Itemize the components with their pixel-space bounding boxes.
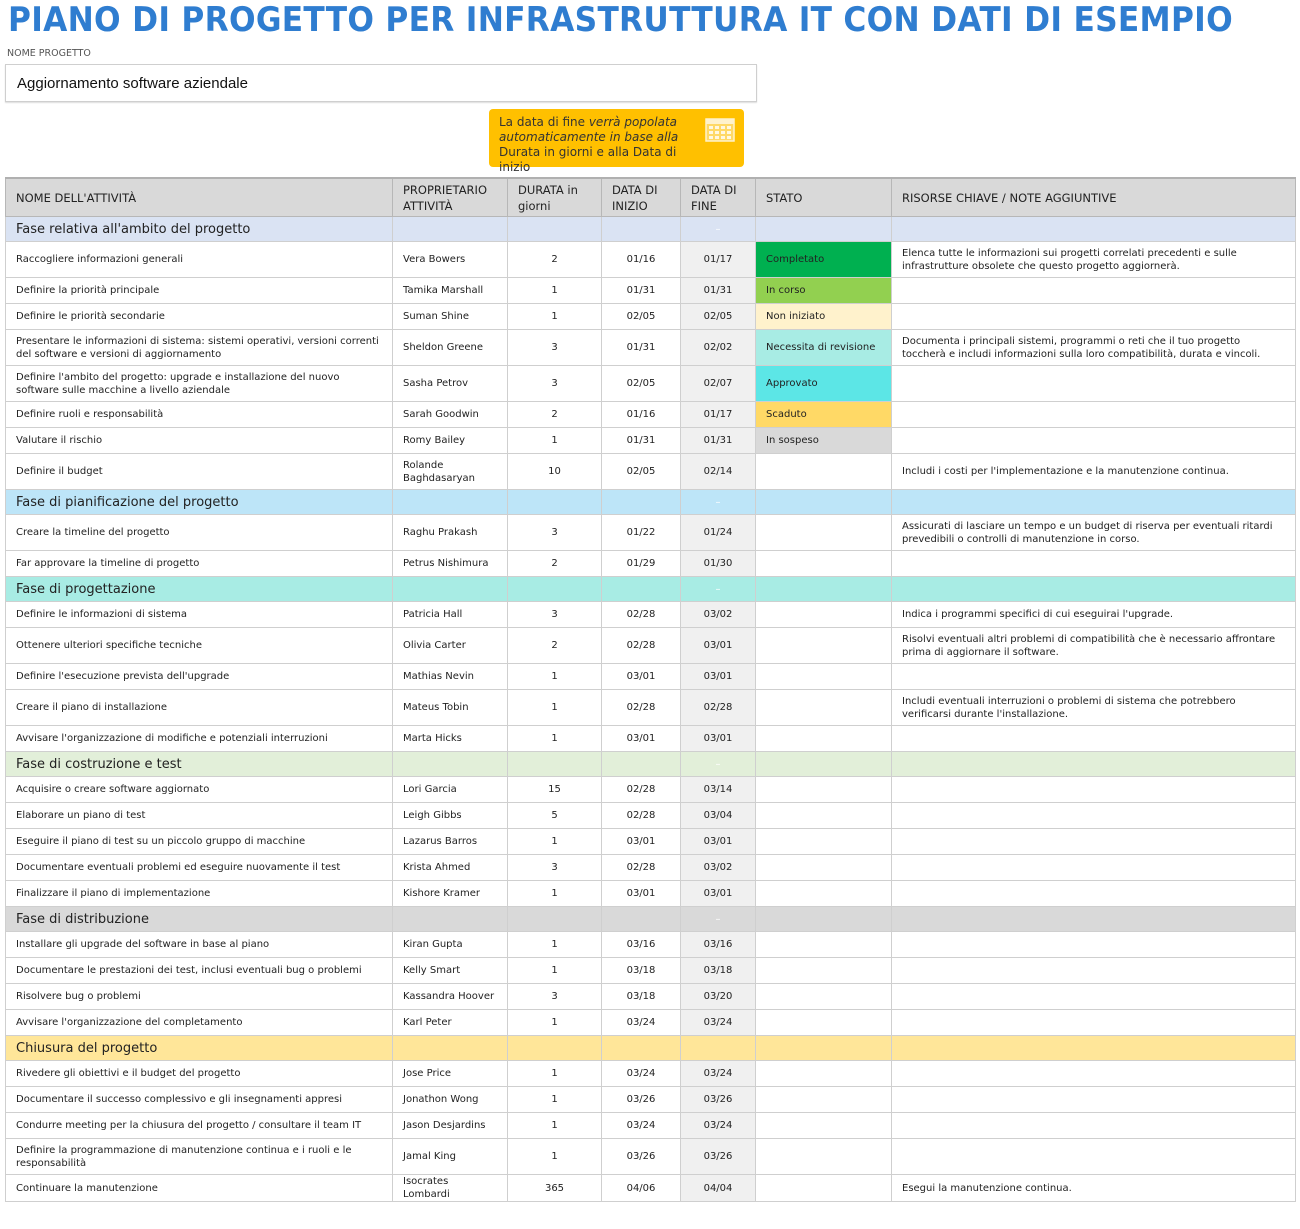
task-start-date[interactable]: 02/28 [602,777,681,803]
task-row[interactable] [6,777,1296,803]
task-row[interactable] [6,1139,1296,1175]
task-duration[interactable]: 365 [508,1175,602,1202]
task-name[interactable]: Eseguire il piano di test su un piccolo gruppo di macchine [6,829,393,855]
phase-empty-cell [393,907,508,932]
header-owner: PROPRIETARIO ATTIVITÀ [393,178,508,217]
task-end-date: 01/24 [681,515,756,551]
task-status[interactable] [756,1139,892,1175]
task-status[interactable] [756,602,892,628]
task-start-date[interactable]: 03/01 [602,664,681,690]
phase-empty-cell [602,1036,681,1061]
task-owner[interactable]: Petrus Nishimura [393,551,508,577]
task-row[interactable] [6,855,1296,881]
task-name[interactable]: Acquisire o creare software aggiornato [6,777,393,803]
task-end-date: 03/24 [681,1061,756,1087]
task-notes[interactable]: Documenta i principali sistemi, programmi o reti che il tuo progetto toccherà e includi informazioni sulla loro compatibilità, durata e vincoli. [892,330,1296,366]
phase-empty-cell [602,752,681,777]
task-start-date[interactable]: 02/05 [602,454,681,490]
phase-empty-cell [602,577,681,602]
task-row[interactable] [6,628,1296,664]
task-notes[interactable] [892,726,1296,752]
task-row[interactable] [6,726,1296,752]
task-end-date: 02/14 [681,454,756,490]
task-duration[interactable]: 5 [508,803,602,829]
task-end-date: 03/18 [681,958,756,984]
task-end-date: 01/17 [681,402,756,428]
phase-empty-cell [892,577,1296,602]
task-end-date: 01/30 [681,551,756,577]
task-row[interactable] [6,278,1296,304]
task-end-date: 03/24 [681,1113,756,1139]
task-row[interactable] [6,402,1296,428]
task-owner[interactable]: Patricia Hall [393,602,508,628]
task-name[interactable]: Definire l'ambito del progetto: upgrade e installazione del nuovo software sulle macchine a livello aziendale [6,366,393,402]
task-row[interactable] [6,829,1296,855]
task-owner[interactable]: Vera Bowers [393,242,508,278]
task-end-date: 03/02 [681,602,756,628]
task-end-date: 01/31 [681,428,756,454]
task-name[interactable]: Raccogliere informazioni generali [6,242,393,278]
task-name[interactable]: Definire la priorità principale [6,278,393,304]
task-end-date: 03/24 [681,1010,756,1036]
phase-row [6,217,1296,242]
task-notes[interactable] [892,803,1296,829]
task-duration[interactable]: 3 [508,330,602,366]
task-owner[interactable]: Jose Price [393,1061,508,1087]
task-row[interactable] [6,958,1296,984]
task-row[interactable] [6,454,1296,490]
phase-name: Fase di distribuzione [6,907,393,932]
task-end-date: 03/01 [681,664,756,690]
phase-empty-cell [892,490,1296,515]
task-notes[interactable] [892,1087,1296,1113]
task-row[interactable] [6,1113,1296,1139]
page-title: PIANO DI PROGETTO PER INFRASTRUTTURA IT CON DATI DI ESEMPIO [8,0,1233,40]
task-duration[interactable]: 1 [508,881,602,907]
task-name[interactable]: Installare gli upgrade del software in base al piano [6,932,393,958]
task-start-date[interactable]: 02/05 [602,304,681,330]
task-name[interactable]: Definire la programmazione di manutenzione continua e i ruoli e le responsabilità [6,1139,393,1175]
phase-row [6,490,1296,515]
phase-empty-cell [756,490,892,515]
task-duration[interactable]: 2 [508,628,602,664]
task-end-date: 01/17 [681,242,756,278]
task-notes[interactable] [892,428,1296,454]
task-duration[interactable]: 1 [508,726,602,752]
phase-dash [681,1036,756,1061]
task-start-date[interactable]: 03/18 [602,958,681,984]
phase-empty-cell [508,577,602,602]
task-name[interactable]: Definire le informazioni di sistema [6,602,393,628]
task-owner[interactable]: Romy Bailey [393,428,508,454]
task-name[interactable]: Documentare il successo complessivo e gli insegnamenti appresi [6,1087,393,1113]
task-notes[interactable]: Assicurati di lasciare un tempo e un budget di riserva per eventuali ritardi prevedibili o controlli di manutenzione in corso. [892,515,1296,551]
end-date-callout [489,109,744,174]
task-start-date[interactable]: 01/29 [602,551,681,577]
task-owner[interactable]: Suman Shine [393,304,508,330]
task-start-date[interactable]: 02/28 [602,803,681,829]
task-end-date: 03/20 [681,984,756,1010]
task-start-date[interactable]: 03/01 [602,881,681,907]
task-duration[interactable]: 1 [508,1087,602,1113]
phase-empty-cell [756,907,892,932]
task-owner[interactable]: Lazarus Barros [393,829,508,855]
task-owner[interactable]: Jonathon Wong [393,1087,508,1113]
header-notes: RISORSE CHIAVE / NOTE AGGIUNTIVE [892,178,1296,217]
task-status[interactable] [756,881,892,907]
phase-dash: – [681,752,756,777]
task-owner[interactable]: Jason Desjardins [393,1113,508,1139]
task-duration[interactable]: 2 [508,402,602,428]
task-notes[interactable]: Elenca tutte le informazioni sui progetti correlati precedenti e sulle infrastrutture obsolete che questo progetto aggiornerà. [892,242,1296,278]
task-notes[interactable] [892,984,1296,1010]
task-duration[interactable]: 1 [508,690,602,726]
task-row[interactable] [6,330,1296,366]
task-start-date[interactable]: 02/28 [602,855,681,881]
task-name[interactable]: Continuare la manutenzione [6,1175,393,1202]
task-row[interactable] [6,551,1296,577]
task-owner[interactable]: Jamal King [393,1139,508,1175]
task-notes[interactable]: Risolvi eventuali altri problemi di compatibilità che è necessario affrontare prima di aggiornare il software. [892,628,1296,664]
task-name[interactable]: Definire il budget [6,454,393,490]
task-end-date: 02/02 [681,330,756,366]
task-duration[interactable]: 1 [508,1113,602,1139]
task-owner[interactable]: Tamika Marshall [393,278,508,304]
task-owner[interactable]: Sasha Petrov [393,366,508,402]
task-status[interactable] [756,1061,892,1087]
phase-dash: – [681,907,756,932]
project-name-field[interactable] [5,64,757,102]
task-notes[interactable] [892,1139,1296,1175]
phase-empty-cell [393,752,508,777]
task-start-date[interactable]: 03/26 [602,1139,681,1175]
task-duration[interactable]: 3 [508,515,602,551]
task-duration[interactable]: 3 [508,984,602,1010]
task-status[interactable]: Non iniziato [756,304,892,330]
header-start: DATA DI INIZIO [602,178,681,217]
task-start-date[interactable]: 03/16 [602,932,681,958]
task-duration[interactable]: 3 [508,602,602,628]
phase-dash: – [681,217,756,242]
phase-empty-cell [393,1036,508,1061]
task-end-date: 02/28 [681,690,756,726]
task-owner[interactable]: Mateus Tobin [393,690,508,726]
task-end-date: 03/01 [681,628,756,664]
task-start-date[interactable]: 03/01 [602,829,681,855]
task-name[interactable]: Definire l'esecuzione prevista dell'upgrade [6,664,393,690]
task-notes[interactable] [892,664,1296,690]
phase-name: Chiusura del progetto [6,1036,393,1061]
task-end-date: 01/31 [681,278,756,304]
task-duration[interactable]: 2 [508,242,602,278]
phase-empty-cell [508,217,602,242]
phase-empty-cell [892,1036,1296,1061]
task-owner[interactable]: Krista Ahmed [393,855,508,881]
task-start-date[interactable]: 02/28 [602,628,681,664]
task-status[interactable] [756,855,892,881]
task-status[interactable] [756,726,892,752]
table-header-row [6,178,1296,217]
task-start-date[interactable]: 03/24 [602,1061,681,1087]
task-owner[interactable]: Raghu Prakash [393,515,508,551]
task-status[interactable] [756,958,892,984]
task-name[interactable]: Ottenere ulteriori specifiche tecniche [6,628,393,664]
phase-empty-cell [508,1036,602,1061]
task-name[interactable]: Elaborare un piano di test [6,803,393,829]
phase-empty-cell [602,907,681,932]
task-owner[interactable]: Kiran Gupta [393,932,508,958]
task-status[interactable] [756,803,892,829]
task-notes[interactable]: Indica i programmi specifici di cui eseguirai l'upgrade. [892,602,1296,628]
task-status[interactable] [756,1010,892,1036]
task-name[interactable]: Avvisare l'organizzazione di modifiche e potenziali interruzioni [6,726,393,752]
task-name[interactable]: Condurre meeting per la chiusura del progetto / consultare il team IT [6,1113,393,1139]
task-start-date[interactable]: 02/05 [602,366,681,402]
task-start-date[interactable]: 01/31 [602,428,681,454]
task-start-date[interactable]: 03/18 [602,984,681,1010]
task-row[interactable] [6,1061,1296,1087]
task-row[interactable] [6,984,1296,1010]
task-name[interactable]: Rivedere gli obiettivi e il budget del progetto [6,1061,393,1087]
task-notes[interactable]: Includi eventuali interruzioni o problemi di sistema che potrebbero verificarsi durante l'installazione. [892,690,1296,726]
task-row[interactable] [6,428,1296,454]
task-status[interactable] [756,777,892,803]
task-name[interactable]: Risolvere bug o problemi [6,984,393,1010]
task-owner[interactable]: Isocrates Lombardi [393,1175,508,1202]
task-status[interactable]: In sospeso [756,428,892,454]
task-name[interactable]: Valutare il rischio [6,428,393,454]
task-notes[interactable] [892,278,1296,304]
header-duration: DURATA in giorni [508,178,602,217]
task-duration[interactable]: 1 [508,958,602,984]
task-row[interactable] [6,803,1296,829]
task-owner[interactable]: Kishore Kramer [393,881,508,907]
task-duration[interactable]: 1 [508,664,602,690]
task-duration[interactable]: 1 [508,428,602,454]
phase-empty-cell [756,1036,892,1061]
phase-empty-cell [508,490,602,515]
task-start-date[interactable]: 03/01 [602,726,681,752]
task-owner[interactable]: Sheldon Greene [393,330,508,366]
task-owner[interactable]: Rolande Baghdasaryan [393,454,508,490]
task-name[interactable]: Definire le priorità secondarie [6,304,393,330]
phase-name: Fase di pianificazione del progetto [6,490,393,515]
task-name[interactable]: Creare la timeline del progetto [6,515,393,551]
task-end-date: 03/14 [681,777,756,803]
task-row[interactable] [6,242,1296,278]
task-notes[interactable]: Includi i costi per l'implementazione e la manutenzione continua. [892,454,1296,490]
phase-row [6,752,1296,777]
task-end-date: 03/16 [681,932,756,958]
task-duration[interactable]: 1 [508,932,602,958]
phase-row [6,577,1296,602]
task-name[interactable]: Far approvare la timeline di progetto [6,551,393,577]
task-notes[interactable] [892,402,1296,428]
task-owner[interactable]: Lori Garcia [393,777,508,803]
header-status: STATO [756,178,892,217]
task-end-date: 03/01 [681,829,756,855]
header-end: DATA DI FINE [681,178,756,217]
task-owner[interactable]: Marta Hicks [393,726,508,752]
task-row[interactable] [6,690,1296,726]
phase-row [6,907,1296,932]
task-duration[interactable]: 3 [508,366,602,402]
task-owner[interactable]: Olivia Carter [393,628,508,664]
phase-empty-cell [393,490,508,515]
task-start-date[interactable]: 01/31 [602,330,681,366]
task-name[interactable]: Documentare le prestazioni dei test, inclusi eventuali bug o problemi [6,958,393,984]
task-end-date: 03/01 [681,726,756,752]
task-status[interactable] [756,1113,892,1139]
phase-row [6,1036,1296,1061]
phase-empty-cell [393,217,508,242]
phase-empty-cell [892,217,1296,242]
task-notes[interactable] [892,1010,1296,1036]
task-status[interactable]: In corso [756,278,892,304]
task-duration[interactable]: 1 [508,1061,602,1087]
phase-empty-cell [756,217,892,242]
task-row[interactable] [6,515,1296,551]
task-row[interactable] [6,1010,1296,1036]
task-start-date[interactable]: 01/16 [602,242,681,278]
task-owner[interactable]: Karl Peter [393,1010,508,1036]
phase-empty-cell [508,752,602,777]
task-name[interactable]: Presentare le informazioni di sistema: sistemi operativi, versioni correnti del software e versioni di aggiornamento [6,330,393,366]
task-row[interactable] [6,366,1296,402]
task-notes[interactable] [892,881,1296,907]
task-notes[interactable] [892,932,1296,958]
task-duration[interactable]: 10 [508,454,602,490]
task-status[interactable]: Scaduto [756,402,892,428]
phase-name: Fase relativa all'ambito del progetto [6,217,393,242]
task-start-date[interactable]: 01/16 [602,402,681,428]
phase-empty-cell [602,490,681,515]
task-start-date[interactable]: 03/24 [602,1113,681,1139]
task-end-date: 03/02 [681,855,756,881]
task-status[interactable] [756,1175,892,1202]
task-name[interactable]: Avvisare l'organizzazione del completamento [6,1010,393,1036]
task-notes[interactable]: Esegui la manutenzione continua. [892,1175,1296,1202]
task-row[interactable] [6,881,1296,907]
task-notes[interactable] [892,366,1296,402]
header-task: NOME DELL'ATTIVITÀ [6,178,393,217]
project-name-label: NOME PROGETTO [7,48,91,59]
task-status[interactable] [756,551,892,577]
task-duration[interactable]: 2 [508,551,602,577]
phase-empty-cell [892,752,1296,777]
phase-empty-cell [393,577,508,602]
task-name[interactable]: Documentare eventuali problemi ed eseguire nuovamente il test [6,855,393,881]
task-start-date[interactable]: 04/06 [602,1175,681,1202]
task-status[interactable] [756,628,892,664]
task-status[interactable] [756,454,892,490]
task-row[interactable] [6,304,1296,330]
task-owner[interactable]: Mathias Nevin [393,664,508,690]
task-name[interactable]: Definire ruoli e responsabilità [6,402,393,428]
task-end-date: 04/04 [681,1175,756,1202]
task-notes[interactable] [892,855,1296,881]
task-end-date: 03/26 [681,1139,756,1175]
task-end-date: 03/04 [681,803,756,829]
task-start-date[interactable]: 02/28 [602,602,681,628]
task-owner[interactable]: Sarah Goodwin [393,402,508,428]
task-notes[interactable] [892,1061,1296,1087]
task-owner[interactable]: Kelly Smart [393,958,508,984]
task-notes[interactable] [892,829,1296,855]
task-start-date[interactable]: 03/24 [602,1010,681,1036]
phase-empty-cell [756,577,892,602]
phase-empty-cell [756,752,892,777]
phase-empty-cell [508,907,602,932]
task-end-date: 03/26 [681,1087,756,1113]
task-status[interactable] [756,515,892,551]
task-end-date: 02/05 [681,304,756,330]
task-notes[interactable] [892,958,1296,984]
task-status[interactable] [756,932,892,958]
task-name[interactable]: Finalizzare il piano di implementazione [6,881,393,907]
task-notes[interactable] [892,1113,1296,1139]
task-start-date[interactable]: 03/26 [602,1087,681,1113]
task-row[interactable] [6,932,1296,958]
task-status[interactable]: Completato [756,242,892,278]
task-status[interactable] [756,664,892,690]
task-duration[interactable]: 1 [508,1010,602,1036]
task-start-date[interactable]: 02/28 [602,690,681,726]
phase-dash: – [681,577,756,602]
phase-empty-cell [602,217,681,242]
task-status[interactable]: Necessita di revisione [756,330,892,366]
task-status[interactable] [756,984,892,1010]
task-start-date[interactable]: 01/22 [602,515,681,551]
task-duration[interactable]: 15 [508,777,602,803]
task-duration[interactable]: 3 [508,855,602,881]
task-notes[interactable] [892,777,1296,803]
task-duration[interactable]: 1 [508,829,602,855]
project-plan-table [5,177,1296,1202]
project-name-value: Aggiornamento software aziendale [17,75,248,92]
phase-name: Fase di progettazione [6,577,393,602]
task-row[interactable] [6,664,1296,690]
task-name[interactable]: Creare il piano di installazione [6,690,393,726]
task-duration[interactable]: 1 [508,278,602,304]
task-owner[interactable]: Kassandra Hoover [393,984,508,1010]
phase-dash: – [681,490,756,515]
task-end-date: 03/01 [681,881,756,907]
task-status[interactable]: Approvato [756,366,892,402]
task-row[interactable] [6,1087,1296,1113]
task-owner[interactable]: Leigh Gibbs [393,803,508,829]
phase-name: Fase di costruzione e test [6,752,393,777]
task-notes[interactable] [892,551,1296,577]
task-row[interactable] [6,1175,1296,1202]
callout-text: La data di fine verrà popolata automaticamente in base alla Durata in giorni e alla Data di inizio [499,115,679,174]
task-row[interactable] [6,602,1296,628]
task-status[interactable] [756,1087,892,1113]
task-duration[interactable]: 1 [508,304,602,330]
task-duration[interactable]: 1 [508,1139,602,1175]
task-status[interactable] [756,829,892,855]
phase-empty-cell [892,907,1296,932]
task-status[interactable] [756,690,892,726]
calendar-icon [705,116,735,142]
task-start-date[interactable]: 01/31 [602,278,681,304]
task-end-date: 02/07 [681,366,756,402]
task-notes[interactable] [892,304,1296,330]
